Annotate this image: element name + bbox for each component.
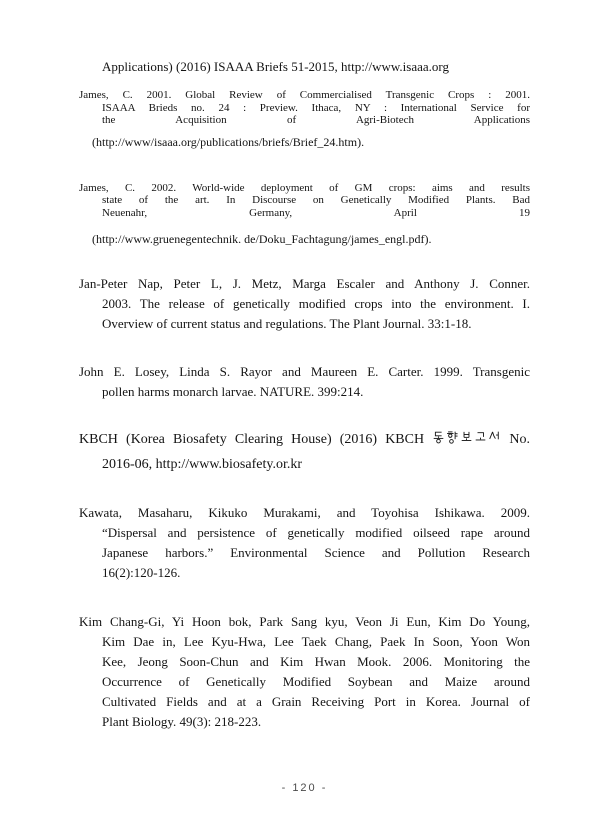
reference-line: Plant Biology. 49(3): 218-223.: [102, 714, 262, 729]
ref-isaaa-applications-2016: [79, 57, 530, 77]
reference-line: “Dispersal and persistence of genetically modified oilseed rape around: [102, 525, 530, 540]
reference-line: the Acquisition of Agri-Biotech Applications: [102, 114, 530, 126]
reference-line: pollen harms monarch larvae. NATURE. 399:214.: [102, 384, 364, 399]
reference-line: KBCH (Korea Biosafety Clearing House) (2016) KBCH No.: [79, 432, 530, 447]
ref-jan-peter-nap-2003: [79, 274, 530, 334]
reference-line: Applications) (2016) ISAAA Briefs 51-2015, http://www.isaaa.org: [102, 59, 449, 74]
reference-line: James, C. 2002. World-wide deployment of GM crops: aims and results: [79, 181, 530, 194]
reference-line: Kawata, Masaharu, Kikuko Murakami, and Toyohisa Ishikawa. 2009.: [79, 505, 530, 520]
reference-line: 2016-06, http://www.biosafety.or.kr: [102, 457, 302, 472]
reference-line: Japanese harbors.” Environmental Science and Pollution Research: [102, 545, 530, 560]
reference-line: Kee, Jeong Soon-Chun and Kim Hwan Mook. 2006. Monitoring the: [102, 654, 530, 669]
reference-line: Cultivated Fields and at a Grain Receiving Port in Korea. Journal of: [102, 694, 530, 709]
ref-james-2002: [79, 182, 530, 247]
reference-line: state of the art. In Discourse on Genetically Modified Plants. Bad: [102, 194, 530, 206]
reference-list: [79, 57, 530, 732]
ref-kawata-2009: [79, 503, 530, 583]
reference-line: Overview of current status and regulations. The Plant Journal. 33:1-18.: [102, 316, 472, 331]
reference-line: Kim Chang-Gi, Yi Hoon bok, Park Sang kyu, Veon Ji Eun, Kim Do Young,: [79, 614, 530, 629]
ref-kbch-2016: [79, 427, 530, 477]
ref-john-losey-1999: [79, 362, 530, 402]
reference-url: (http://www.gruenegentechnik. de/Doku_Fachtagung/james_engl.pdf).: [92, 232, 432, 246]
reference-line: ISAAA Brieds no. 24 : Preview. Ithaca, NY : International Service for: [102, 101, 530, 114]
reference-line: Jan-Peter Nap, Peter L, J. Metz, Marga Escaler and Anthony J. Conner.: [79, 276, 530, 291]
reference-line: 16(2):120-126.: [102, 565, 181, 580]
korean-text: [432, 431, 501, 444]
reference-line: 2003. The release of genetically modified crops into the environment. I.: [102, 296, 530, 311]
ref-james-2001: [79, 89, 530, 149]
ref-kim-chang-gi-2006: [79, 612, 530, 732]
reference-line: Neuenahr, Germany, April 19: [102, 206, 530, 219]
reference-url: (http://www/isaaa.org/publications/briefs/Brief_24.htm).: [92, 134, 365, 149]
reference-line: James, C. 2001. Global Review of Commercialised Transgenic Crops : 2001.: [79, 89, 530, 101]
page-number: - 120 -: [281, 782, 328, 794]
reference-line: Occurrence of Genetically Modified Soybean and Maize around: [102, 674, 530, 689]
reference-line: John E. Losey, Linda S. Rayor and Maureen E. Carter. 1999. Transgenic: [79, 364, 530, 379]
reference-line: Kim Dae in, Lee Kyu-Hwa, Lee Taek Chang, Paek In Soon, Yoon Won: [102, 634, 530, 649]
